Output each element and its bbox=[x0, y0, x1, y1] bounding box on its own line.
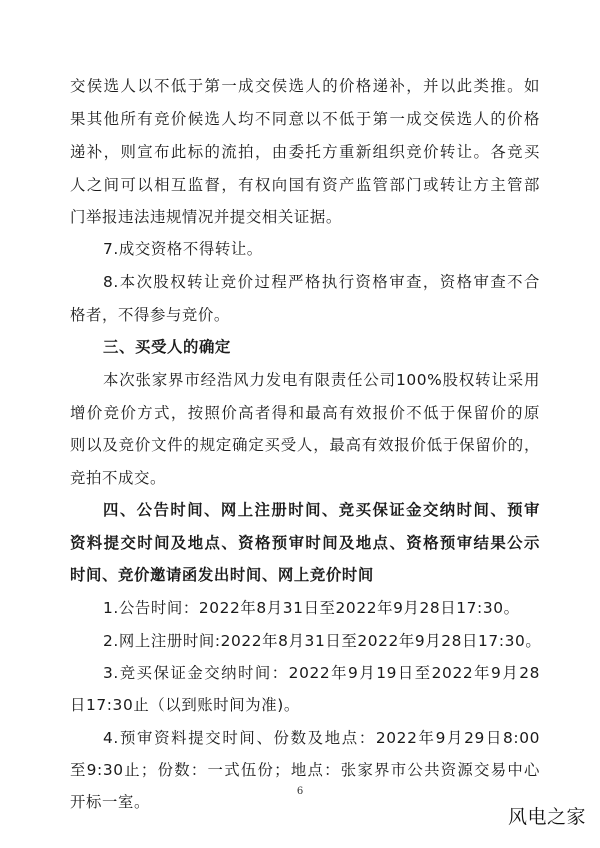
body-text-line: 人之间可以相互监督，有权向国有资产监管部门或转让方主管部 bbox=[70, 176, 540, 194]
item-4: 4.预审资料提交时间、份数及地点：2022年9月29日8:00 bbox=[103, 729, 540, 747]
body-text-line: 增价竞价方式，按照价高者得和最高有效报价不低于保留价的原 bbox=[70, 404, 540, 422]
body-text-line: 交侯选人以不低于第一成交侯选人的价格递补，并以此类推。如 bbox=[70, 77, 540, 95]
item-4-cont: 至9:30止；份数：一式伍份；地点：张家界市公共资源交易中心 bbox=[70, 761, 540, 779]
body-text-line: 本次张家界市经浩风力发电有限责任公司100%股权转让采用 bbox=[103, 371, 540, 389]
item-1: 1.公告时间：2022年8月31日至2022年9月28日17:30。 bbox=[103, 599, 520, 617]
body-text-line: 门举报违法违规情况并提交相关证据。 bbox=[70, 208, 342, 226]
clause-8: 8.本次股权转让竞价过程严格执行资格审查，资格审查不合 bbox=[103, 273, 540, 291]
section-heading-4-cont: 资料提交时间及地点、资格预审时间及地点、资格预审结果公示 bbox=[70, 534, 540, 552]
body-text-line: 则以及竞价文件的规定确定买受人，最高有效报价低于保留价的， bbox=[70, 436, 540, 454]
item-2: 2.网上注册时间:2022年8月31日至2022年9月28日17:30。 bbox=[103, 632, 542, 650]
body-text-line: 递补，则宣布此标的流拍，由委托方重新组织竞价转让。各竞买 bbox=[70, 143, 540, 161]
item-4-cont: 开标一室。 bbox=[70, 793, 150, 811]
item-3: 3.竞买保证金交纳时间：2022年9月19日至2022年9月28 bbox=[103, 664, 540, 682]
section-heading-3: 三、买受人的确定 bbox=[103, 338, 231, 356]
watermark: 风电之家 bbox=[507, 806, 586, 828]
clause-7: 7.成交资格不得转让。 bbox=[103, 240, 263, 258]
page-number: 6 bbox=[296, 786, 304, 797]
section-heading-4: 四、公告时间、网上注册时间、竞买保证金交纳时间、预审 bbox=[103, 501, 540, 519]
body-text-line: 格者，不得参与竞价。 bbox=[70, 306, 230, 324]
body-text-line: 竞拍不成交。 bbox=[70, 469, 166, 487]
body-text-line: 果其他所有竞价候选人均不同意以不低于第一成交侯选人的价格 bbox=[70, 110, 540, 128]
item-3-cont: 日17:30止（以到账时间为准)。 bbox=[70, 696, 300, 714]
section-heading-4-cont: 时间、竞价邀请函发出时间、网上竞价时间 bbox=[70, 566, 374, 584]
